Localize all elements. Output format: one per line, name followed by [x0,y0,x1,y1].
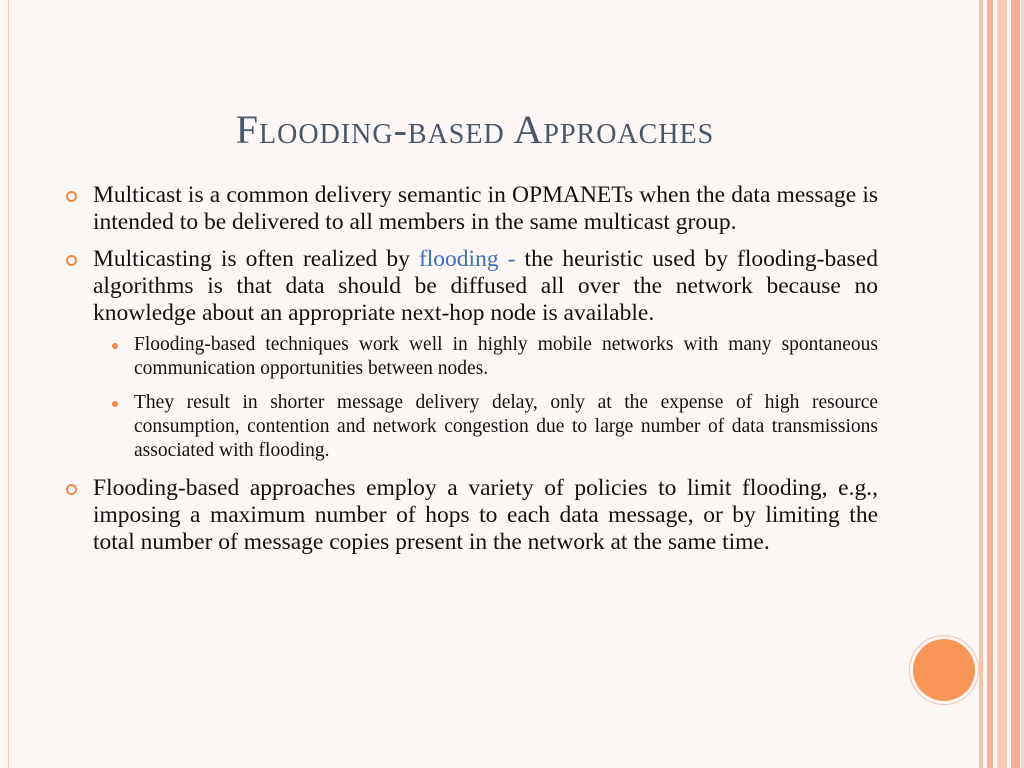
decorative-stripe [997,0,1007,768]
decorative-stripe [979,0,983,768]
decorative-circle [913,639,975,701]
sub-bullet-dot-icon [112,343,118,349]
left-border-line [8,0,9,768]
sub-bullet-text: They result in shorter message delivery delay, only at the expense of high resource consumption, contention and network congestion due to large number of data transmissions associated with flooding. [134,392,878,461]
bullet-ring-icon [66,484,77,495]
decorative-stripe [1011,0,1020,768]
sub-bullet-item [62,333,878,381]
sub-bullet-list [62,333,878,463]
bullet-item [62,246,878,327]
decorative-stripe [987,0,993,768]
sub-bullet-dot-icon [112,401,118,407]
slide-body [62,182,878,566]
bullet-ring-icon [66,191,77,202]
bullet-item [62,475,878,556]
bullet-text-start: Multicasting is often realized by [93,246,419,272]
bullet-ring-icon [66,255,77,266]
slide-title: Flooding-based Approaches [235,107,715,152]
sub-bullet-item [62,391,878,463]
sub-bullet-text: Flooding-based techniques work well in highly mobile networks with many spontaneous communication opportunities between nodes. [134,334,878,379]
bullet-text: Flooding-based approaches employ a variety of policies to limit flooding, e.g., imposing a maximum number of hops to each data message, or by limiting the total number of message copies present in the network at the same time. [93,475,878,555]
bullet-text-end: the heuristic used by flooding-based algorithms is that data should be diffused all over the network because no knowledge about an appropriate next-hop node is available. [93,246,878,326]
bullet-text: Multicast is a common delivery semantic in OPMANETs when the data message is intended to be delivered to all members in the same multicast group. [93,182,878,235]
flooding-link[interactable]: flooding - [418,246,525,272]
bullet-item [62,182,878,236]
